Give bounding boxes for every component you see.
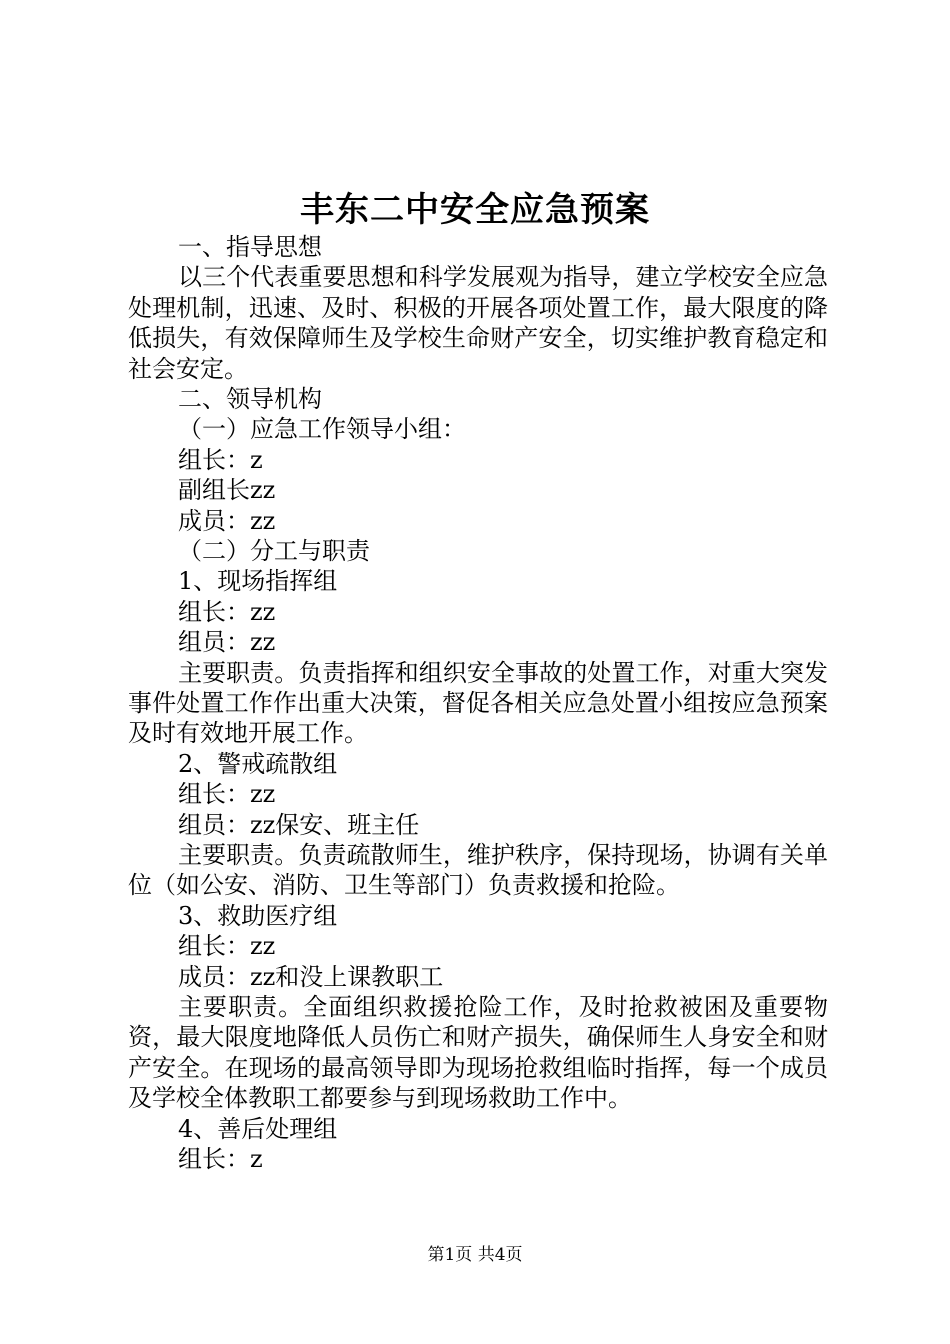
group-heading: 4、善后处理组	[178, 1114, 338, 1143]
text-line: 组长：z	[178, 445, 263, 474]
page-footer: 第1页 共4页	[427, 1245, 523, 1265]
text-line: 成员：zz	[178, 506, 276, 535]
text-line: 副组长zz	[178, 476, 276, 505]
text-line: 成员：zz和没上课教职工	[178, 962, 444, 991]
paragraph: 主要职责。负责指挥和组织安全事故的处置工作，对重大突发事件处置工作作出重大决策，督促各相关应急处置小组按应急预案及时有效地开展工作。	[128, 658, 828, 748]
text-line: 组长：zz	[178, 932, 276, 961]
document-title: 丰东二中安全应急预案	[300, 190, 650, 230]
subsection-heading: （二）分工与职责	[178, 536, 370, 565]
text-line: 组长：zz	[178, 597, 276, 626]
group-heading: 3、救助医疗组	[178, 901, 338, 930]
section-heading: 一、指导思想	[178, 233, 322, 261]
subsection-heading: （一）应急工作领导小组：	[178, 415, 466, 444]
paragraph: 主要职责。全面组织救援抢险工作，及时抢救被困及重要物资，最大限度地降低人员伤亡和财产损失，确保师生人身安全和财产安全。在现场的最高领导即为现场抢救组临时指挥，每一个成员及学校全体教职工都要参与到现场救助工作中。	[128, 992, 828, 1113]
group-heading: 1、现场指挥组	[178, 567, 338, 596]
text-line: 组员：zz保安、班主任	[178, 810, 420, 839]
document-body	[128, 232, 828, 1174]
section-heading: 二、领导机构	[178, 385, 322, 414]
group-heading: 2、警戒疏散组	[178, 749, 338, 778]
text-line: 组长：z	[178, 1144, 263, 1173]
paragraph: 主要职责。负责疏散师生，维护秩序，保持现场，协调有关单位（如公安、消防、卫生等部门）负责救援和抢险。	[128, 840, 828, 900]
paragraph: 以三个代表重要思想和科学发展观为指导，建立学校安全应急处理机制，迅速、及时、积极的开展各项处置工作，最大限度的降低损失，有效保障师生及学校生命财产安全，切实维护教育稳定和社会安定。	[128, 263, 828, 383]
text-line: 组长：zz	[178, 780, 276, 809]
text-line: 组员：zz	[178, 628, 276, 657]
